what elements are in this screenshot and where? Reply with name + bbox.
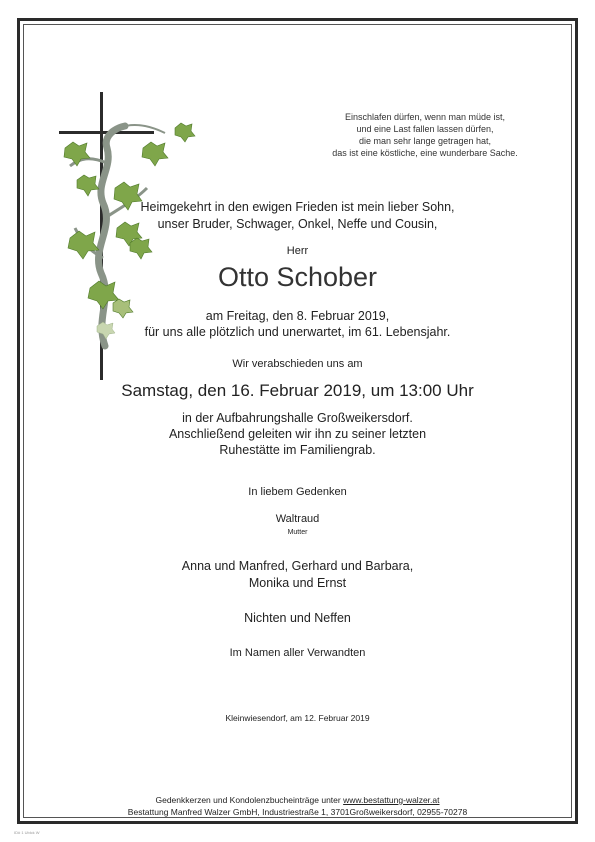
print-mark: ID# 1 Ublck W (14, 830, 40, 835)
location-line-3: Ruhestätte im Familiengrab. (219, 443, 376, 457)
farewell-intro: Wir verabschieden uns am (232, 358, 363, 370)
death-line-1: am Freitag, den 8. Februar 2019, (205, 309, 390, 323)
farewell-date: Samstag, den 16. Februar 2019, um 13:00 Uhr (121, 381, 474, 400)
quote-line: das ist eine köstliche, eine wunderbare Sache. (332, 148, 518, 158)
quote-line: die man sehr lange getragen hat, (358, 136, 492, 146)
footer-line-1 (0, 794, 595, 806)
memory-intro: In liebem Gedenken (248, 486, 347, 498)
siblings-line-2: Monika und Ernst (248, 576, 347, 590)
relatives-line: Im Namen aller Verwandten (229, 647, 366, 659)
location-line-1: in der Aufbahrungshalle Großweikersdorf. (182, 411, 413, 425)
place-date: Kleinwiesendorf, am 12. Februar 2019 (225, 713, 370, 723)
quote-line: und eine Last fallen lassen dürfen, (356, 124, 494, 134)
deceased-name: Otto Schober (217, 262, 378, 292)
death-line-2: für uns alle plötzlich und unerwartet, im 61. Lebensjahr. (144, 325, 451, 339)
location-line-2: Anschließend geleiten wir ihn zu seiner letzten (168, 427, 427, 441)
siblings-line-1: Anna und Manfred, Gerhard und Barbara, (181, 559, 414, 573)
footer-text: Gedenkkerzen und Kondolenzbucheinträge unter (155, 795, 341, 805)
salutation: Herr (286, 245, 309, 257)
nieces-nephews: Nichten und Neffen (244, 611, 351, 625)
footer-line-2: Bestattung Manfred Walzer GmbH, Industriestraße 1, 3701Großweikersdorf, 02955-70278 (127, 807, 468, 817)
intro-line-1: Heimgekehrt in den ewigen Frieden ist mein lieber Sohn, (140, 200, 455, 214)
quote-line: Einschlafen dürfen, wenn man müde ist, (344, 112, 506, 122)
mother-role: Mutter (287, 529, 308, 536)
quote-block (300, 111, 550, 159)
website-link[interactable]: www.bestattung-walzer.at (343, 795, 440, 805)
mother-name: Waltraud (275, 513, 320, 525)
intro-line-2: unser Bruder, Schwager, Onkel, Neffe und Cousin, (157, 217, 438, 231)
